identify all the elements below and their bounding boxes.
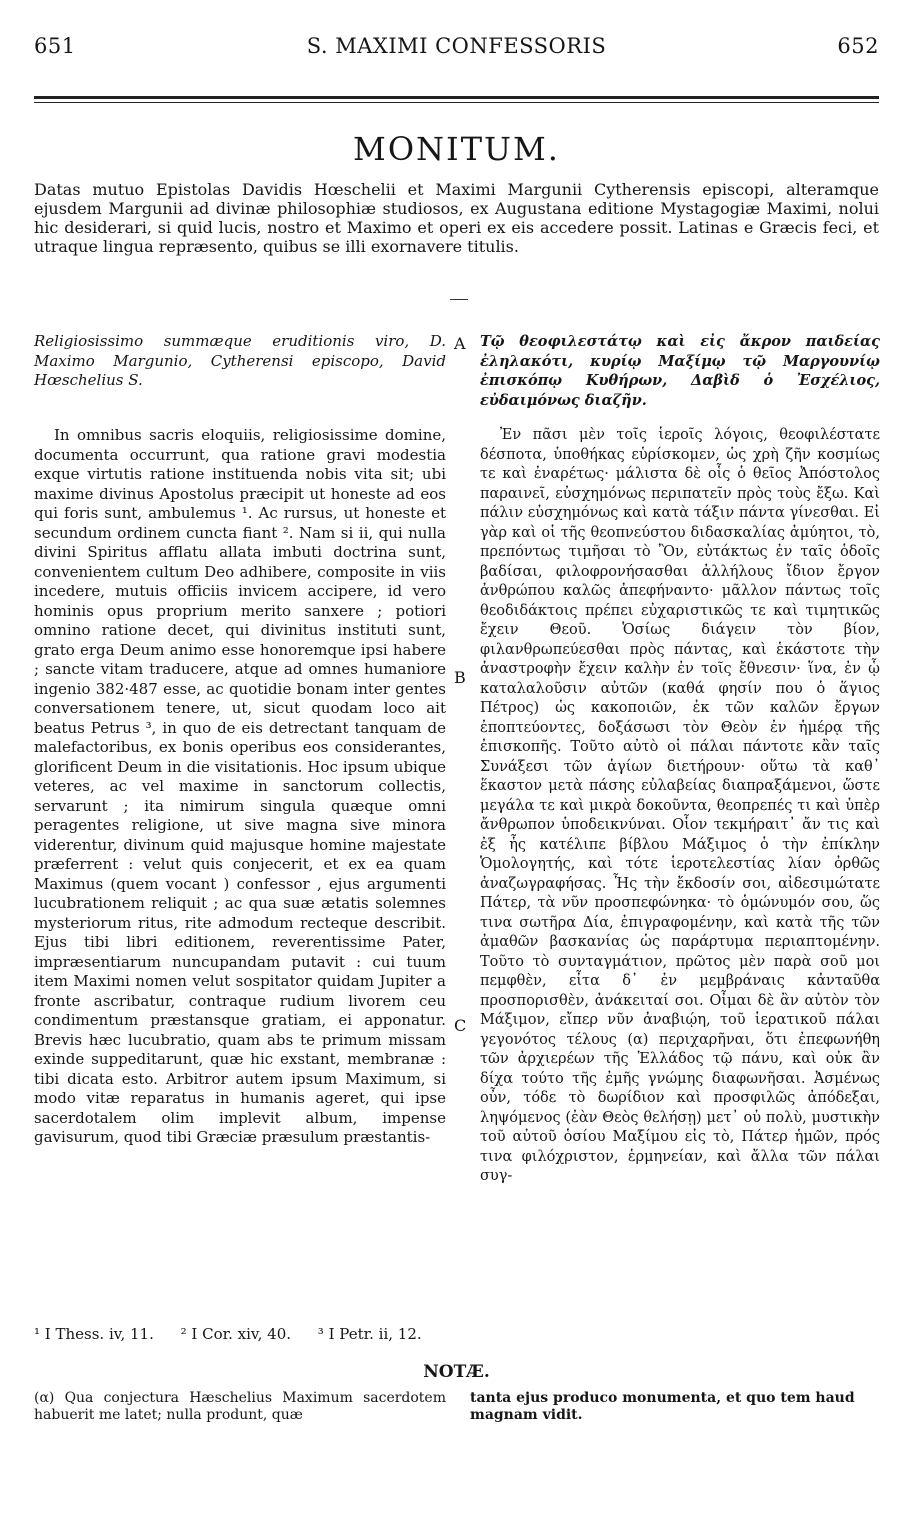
- greek-body: Ἐν πᾶσι μὲν τοῖς ἱεροῖς λόγοις, θεοφιλέστατε δέσποτα, ὑποθήκας εὑρίσκομεν, ὡς χρὴ ζῆν κοσμίως τε καὶ ἐναρέτως· μάλιστα δὲ οἷς ὁ θεῖος Ἀπόστολος παραινεῖ, εὐσχημόνως περιπατεῖν πρὸς τοὺς ἔξω. Καὶ πάλιν εὐσχημόνως καὶ κατὰ τάξιν πάντα γίνεσθαι. Εἰ γὰρ καὶ οἱ τῆς θεοπνεύστου διδασκαλίας ἀμύητοι, τὸ, πρεπόντως τιμῆσαι τὸ Ὂν, εὐτάκτως ἐν ταῖς ὁδοῖς βαδίσαι, φιλοφρονήσασθαι ἀλλήλους ἴδιον ἔργον ἀνθρώπου καλῶς ἀπεφήναντο· μᾶλλον πάντως τοῖς θεοδιδάκτοις πρέπει εὐχαριστικῶς τε καὶ τιμητικῶς ἔχειν Θεοῦ. Ὁσίως διάγειν τὸν βίον, φιλανθρωπεύεσθαι πρὸς πάντας, καὶ ἑκάστοτε τὴν ἀναστροφὴν ἔχειν καλὴν ἐν τοῖς ἔθνεσιν· ἵνα, ἐν ᾧ καταλαλοῦσιν αὐτῶν (καθά φησίν που ὁ ἅγιος Πέτρος) ὡς κακοποιῶν, ἐκ τῶν καλῶν ἔργων ἐποπτεύοντες, δοξάσωσι τὸν Θεὸν ἐν ἡμέρᾳ τῆς ἐπισκοπῆς. Τοῦτο αὐτὸ οἱ πάλαι πάντοτε κἂν ταῖς Συνάξεσι τῶν ἁγίων διετήρουν· οὕτω τὰ καθ᾿ ἕκαστον μετὰ πάσης εὐλαβείας διαπραξάμενοι, ὥστε μεγάλα τε καὶ μικρὰ δοκοῦντα, θεοπρεπές τι καὶ ὑπὲρ ἄνθρωπον ὑποδεικνύναι. Οἷον τεκμήραιτ᾿ ἄν τις καὶ ἐξ ἧς κατέλιπε βίβλου Μάξιμος ὁ τὴν ἐπίκλην Ὁμολογητής, καὶ τότε ἱεροτελεστίας λίαν ὀρθῶς ἀναζωγραφήσας. Ἧς τὴν ἔκδοσίν σοι, αἰδεσιμώτατε Πάτερ, τὰ νῦν προσπεφώνηκα· τὸ ὁμώνυμόν σου, ὥς τινα σωτῆρα Δία, ἐπιγραφομένην, καὶ κατὰ τῆς τῶν ἀμαθῶν βασκανίας ὡς παράρτυμα περιαπτομένην. Τοῦτο τὸ συνταγμάτιον, πρῶτος μὲν παρὰ σοῦ μοι πεμφθὲν, εἶτα δ᾿ ἐν μεμβράναις κἀνταῦθα προσπορισθὲν, ἀνάκειταί σοι. Οἶμαι δὲ ἂν αὐτὸν τὸν Μάξιμον, εἴπερ νῦν ἀναβιῴη, τοῦ ἱερατικοῦ πάλαι γεγονότος τέλους (α) περιχαρῆναι, ὅτι ἐπεφωνήθη τῶν ἀρχιερέων τῆς Ἑλλάδος τῷ πάνυ, καὶ οὐκ ἂν δίχα τούτο τῆς ἐμῆς γνώμης διαφωνῆσαι. Ἀσμένως οὖν, τόδε τὸ δωρίδιον καὶ προσφιλῶς ἀπόδεξαι, ληψόμενος (ἐὰν Θεὸς θελήσῃ) μετ᾿ οὐ πολὺ, μυστικὴν τοῦ αὐτοῦ ὁσίου Μαξίμου εἰς τὸ, Πάτερ ἡμῶν, πρός τινα φιλόχριστον, ἑρμηνείαν, καὶ ἄλλα τῶν πάλαι συγ-: [480, 427, 880, 1184]
- latin-heading: Religiosissimo summæque eruditionis viro, D. Maximo Margunio, Cytherensi episcopo, David Hœschelius S.: [34, 332, 446, 389]
- footnote-2: ² I Cor. xiv, 40.: [180, 1325, 292, 1343]
- footnote-1: ¹ I Thess. iv, 11.: [34, 1325, 154, 1343]
- page-number-right: 652: [837, 34, 879, 58]
- section-divider: [450, 299, 468, 300]
- section-title: MONITUM.: [353, 130, 560, 168]
- intro-paragraph: Datas mutuo Epistolas Davidis Hœschelii et Maximi Margunii Cytherensis episcopi, alteramque ejusdem Margunii ad divinæ philosophiæ studiosos, ex Augustana editione Mystagogiæ Maximi, nolui hic desiderari, si quid lucis, nostro et Maximo et operi ex eis accedere possit. Latinas e Græcis feci, et utraque lingua repræsento, quibus se illi exornavere titulis.: [34, 180, 879, 256]
- footnote-3: ³ I Petr. ii, 12.: [317, 1325, 422, 1343]
- margin-mark-a: A: [454, 334, 466, 353]
- running-title: S. MAXIMI CONFESSORIS: [306, 34, 607, 58]
- header-rule-thick: [34, 96, 879, 99]
- greek-heading: Τῷ θεοφιλεστάτῳ καὶ εἰς ἄκρον παιδείας ἐληλακότι, κυρίῳ Μαξίμῳ τῷ Μαργουνίῳ ἐπισκόπῳ Κυθήρων, Δαβὶδ ὁ Ἐσχέλιος, εὐδαιμόνως διαζῆν.: [480, 333, 880, 409]
- note-left: (α) Qua conjectura Hæschelius Maximum sacerdotem habuerit me latet; nulla produnt, quæ: [34, 1390, 446, 1423]
- header-rule-thin: [34, 102, 879, 103]
- latin-body: In omnibus sacris eloquiis, religiosissime domine, documenta occurrunt, qua ratione gravi modestia exque virtutis ratione instituenda nobis vita sit; ubi maxime divinus Apostolus præcipit ut honeste ad eos qui foris sunt, ambulemus ¹. Ac rursus, ut honeste et secundum ordinem cuncta fiant ². Nam si ii, qui nulla divini Spiritus afflatu allata imbuti doctrina sunt, convenientem cultum Deo adhibere, composite in viis incedere, mutuis officiis invicem accipere, id vero hominis opus proprium merito sanxere ; potiori omnino ratione decet, qui divinitus instituti sunt, grato erga Deum animo esse honoremque ipsi habere ; sancte vitam traducere, atque ad omnes humaniore ingenio 382·487 esse, ac quotidie bonam inter gentes conversationem tenere, ut, sicut quodam loco ait beatus Petrus ³, in quo de eis detrectant tanquam de malefactoribus, ex bonis operibus eos considerantes, glorificent Deum in die visitationis. Hoc ipsum ubique veteres, ac vel maxime in sanctorum collectis, servarunt ; ita nimirum singula quæque omni peragentes religione, ut sive magna sive minora viderentur, divinum quid majusque homine majestate præferrent : velut quis conjecerit, et ex ea quam Maximus (quem vocant ) confessor , ejus argumenti lucubrationem reliquit ; ac qua suæ ætatis solemnes mysteriorum ritus, rite admodum recteque describit. Ejus tibi libri editionem, reverentissime Pater, impræsentiarum nuncupandam putavit : cui tuum item Maximi nomen velut sospitator quidam Jupiter a fronte ascribatur, contraque rudium livorem ceu condimentum præstansque gratiam, ei apponatur. Brevis hæc lucubratio, quam abs te primum missam exinde suppeditarunt, quæ hic exstant, membranæ : tibi dicata esto. Arbitror autem ipsum Maximum, si modo vitæ reparatus in humanis ageret, qui ipse sacerdotalem olim implevit album, impense gavisurum, quod tibi Græciæ præsulum præstantis-: [34, 426, 446, 1146]
- page-number-left: 651: [34, 34, 76, 58]
- margin-mark-b: B: [454, 668, 466, 687]
- notes-title: NOTÆ.: [423, 1362, 490, 1382]
- note-right: tanta ejus produco monumenta, et quo tem haud magnam vidit.: [470, 1390, 855, 1423]
- margin-mark-c: C: [454, 1016, 467, 1035]
- footnotes: [34, 1325, 879, 1343]
